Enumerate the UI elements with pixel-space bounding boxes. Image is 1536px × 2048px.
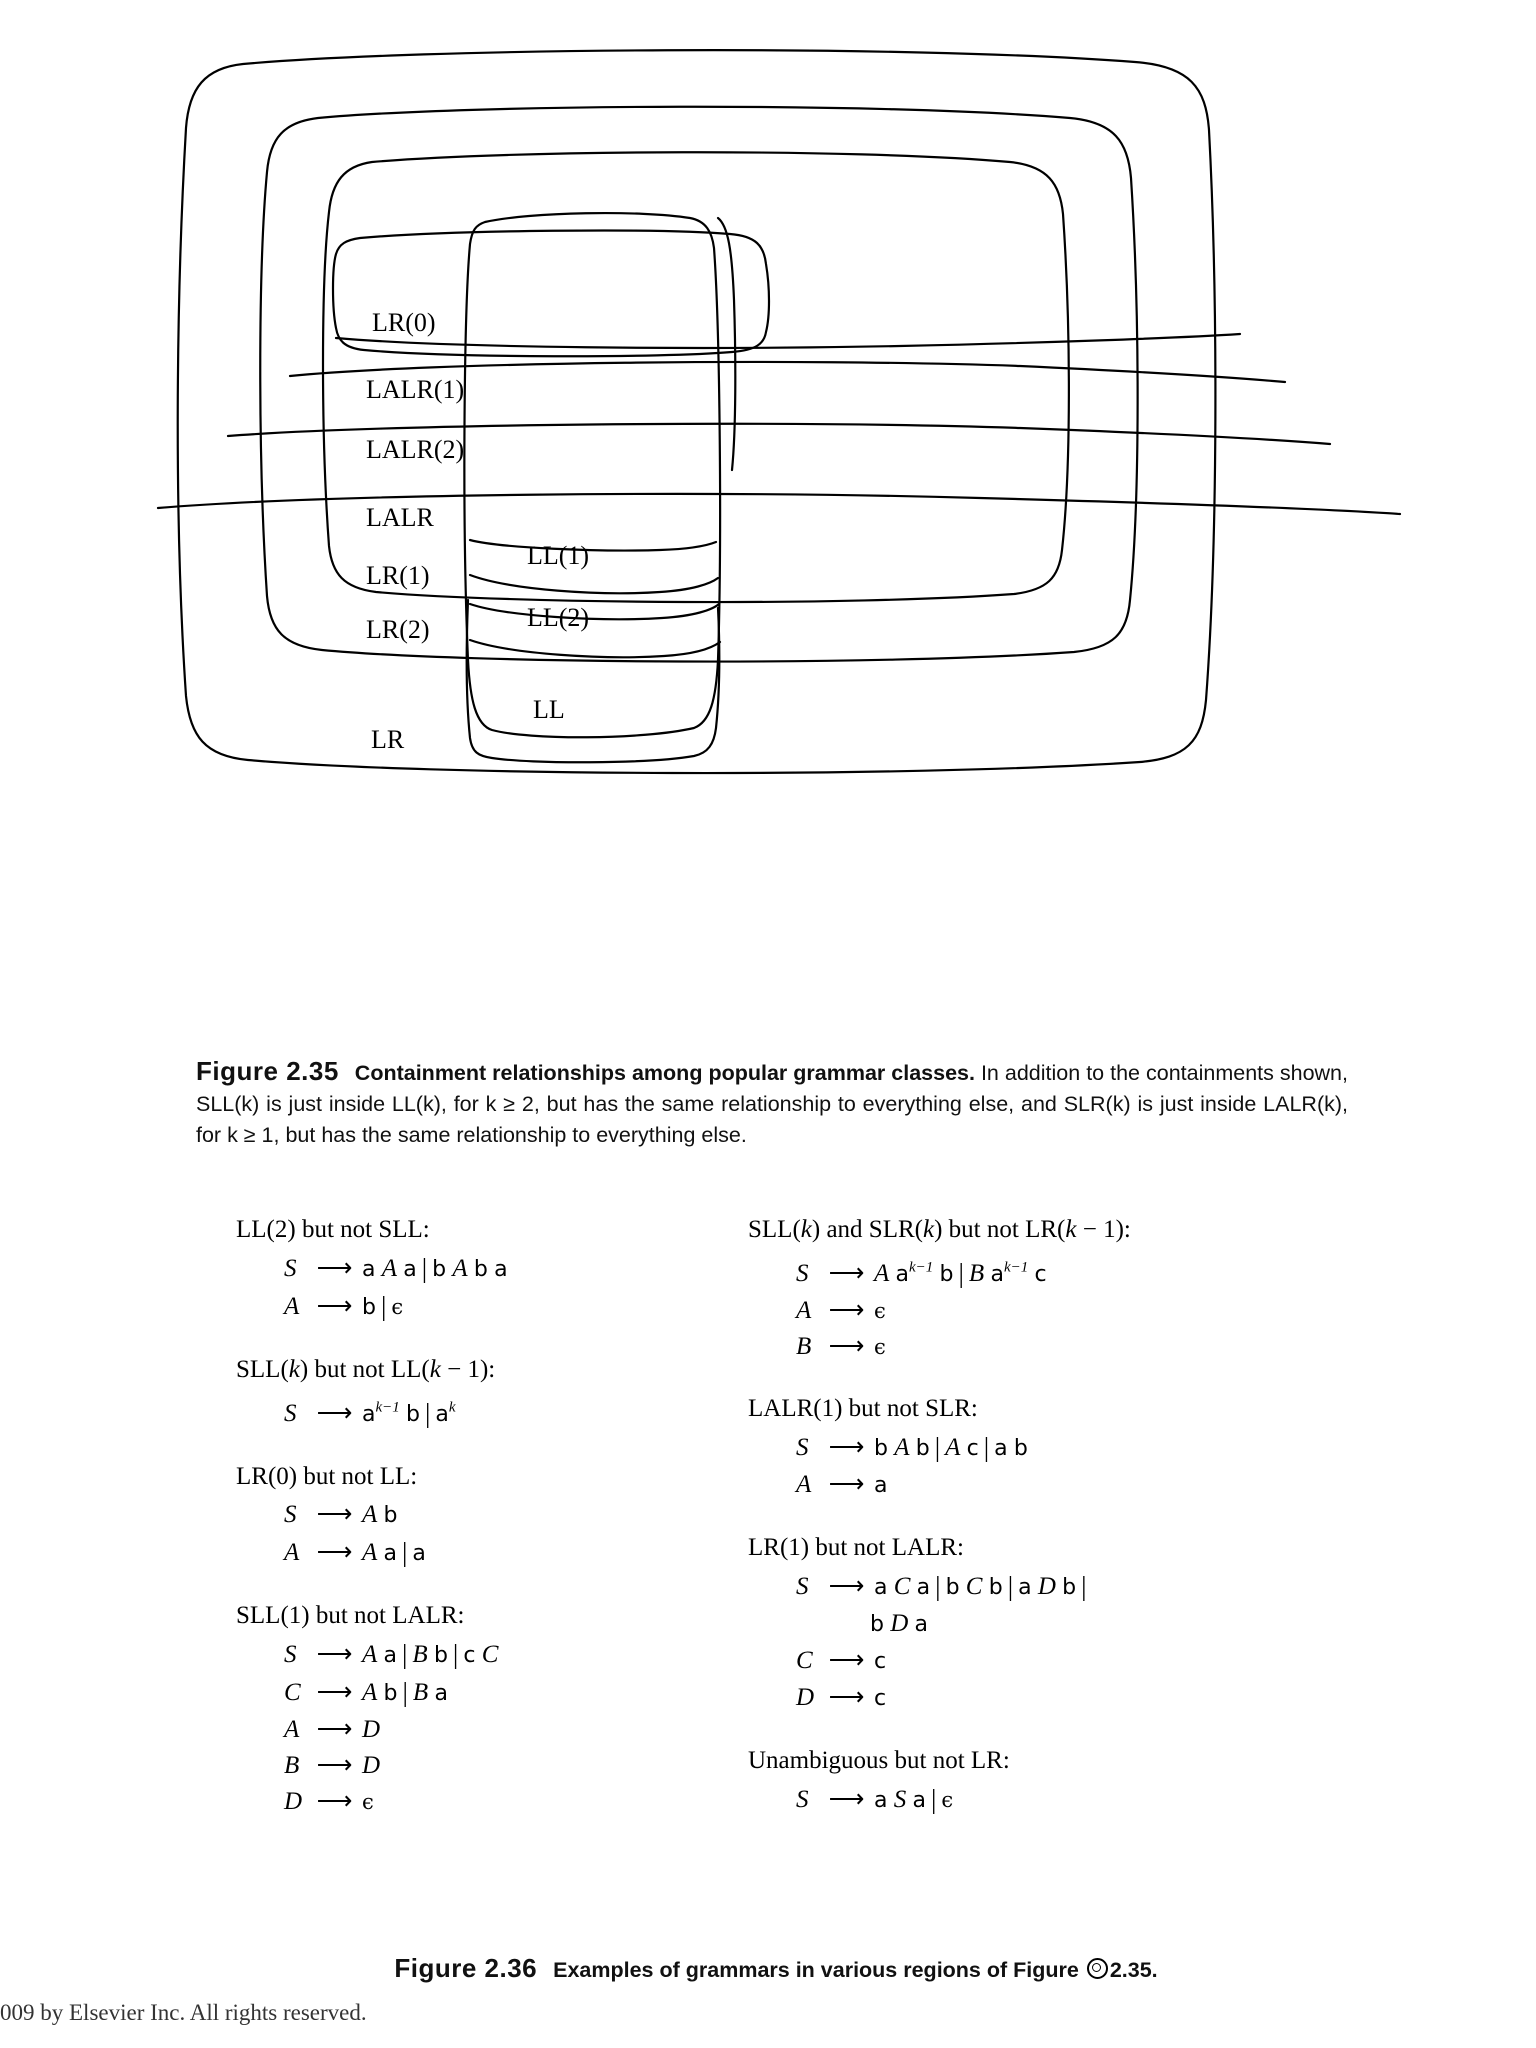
venn-label-lr1: LR(1) [366, 561, 430, 590]
copyright-footer: 009 by Elsevier Inc. All rights reserved. [0, 2000, 367, 2025]
figure-2-35-number: Figure 2.35 [196, 1056, 339, 1086]
grammar-section-title: LL(2) but not SLL: [236, 1216, 430, 1243]
figure-2-35-caption-body: In addition to the containments shown, SLL(k) is just inside LL(k), for k ≥ 2, but has the same relationship to everything else, and SLR(k) is just inside LALR(k), for k ≥ 1, but has the same relationship to everything else. [196, 1061, 1348, 1147]
grammar-section-lalr1-not-slr [748, 1391, 1368, 1504]
region-outline-ll2 [470, 604, 719, 619]
region-outline-lr [178, 50, 1216, 773]
grammar-rule: D ⟶ ϵ [284, 1788, 374, 1816]
grammar-section-title: Unambiguous but not LR: [748, 1747, 1010, 1775]
grammar-rule-continuation: b D a [870, 1610, 929, 1638]
grammar-rule: D ⟶ c [796, 1684, 887, 1712]
grammar-column-right [748, 1212, 1368, 1845]
grammar-rule-list [748, 1250, 1368, 1365]
grammar-rule: C ⟶ A b | B a [284, 1677, 448, 1708]
grammar-section-sllk-slrk-not-lrk1 [748, 1212, 1368, 1365]
grammar-rule: A ⟶ D [284, 1716, 381, 1744]
venn-label-lalr1: LALR(1) [366, 375, 465, 404]
grammar-section-sll1-not-lalr [236, 1598, 706, 1820]
venn-label-lr: LR [371, 725, 405, 754]
grammar-section-title: SLL(k) but not LL(k − 1): [236, 1356, 496, 1383]
region-outline-ll1 [470, 540, 716, 551]
figure-2-36-number: Figure 2.36 [394, 1953, 538, 1983]
grammar-rule: S ⟶ A $a^{k-1}$ b | B $a^{k-1}$ c [796, 1258, 1047, 1289]
venn-label-lalr2: LALR(2) [366, 435, 465, 464]
figure-2-36-caption-lead-prefix: Examples of grammars in various regions of Figure [553, 1958, 1085, 1982]
grammar-section-title: LALR(1) but not SLR: [748, 1395, 978, 1423]
grammar-section-sllk-not-llk1 [236, 1352, 706, 1433]
grammar-section-ll2-not-sll [236, 1212, 706, 1326]
region-outline-lr0 [333, 231, 769, 357]
region-outline-ll2-bottom [470, 640, 720, 657]
grammar-section-title: LR(0) but not LL: [236, 1463, 418, 1491]
grammar-rule: A ⟶ b | ϵ [284, 1291, 404, 1321]
venn-label-ll: LL [533, 695, 565, 724]
grammar-rule: C ⟶ c [796, 1647, 887, 1675]
venn-label-lr2: LR(2) [366, 615, 430, 644]
region-outline-lr0-bottom [336, 334, 1240, 348]
grammar-rule: S ⟶ a A a | b A b a [284, 1253, 508, 1283]
venn-label-lr0: LR(0) [372, 308, 436, 337]
grammar-section-lr1-not-lalr [748, 1530, 1368, 1717]
grammar-rule-list [236, 1250, 706, 1326]
grammar-section-title: SLL(k) and SLR(k) but not LR(k − 1): [748, 1216, 1131, 1243]
grammar-rule-list [236, 1497, 706, 1572]
grammar-rule: A ⟶ ϵ [796, 1297, 886, 1325]
disc-icon [1087, 1958, 1108, 1979]
grammar-rule-list [236, 1636, 706, 1820]
grammar-rule: S ⟶ a C a | b C b | a D b | [796, 1571, 1087, 1602]
figure-2-36-caption-lead-suffix: 2.35. [1109, 1958, 1158, 1982]
grammar-column-left [236, 1212, 706, 1846]
grammar-rule-list [748, 1429, 1368, 1504]
grammar-rule: B ⟶ D [284, 1752, 381, 1780]
grammar-rule: S ⟶ A b [284, 1501, 398, 1529]
venn-labels [366, 308, 589, 754]
grammar-section-title: LR(1) but not LALR: [748, 1534, 964, 1562]
grammar-rule: S ⟶ A a | B b | c C [284, 1639, 499, 1670]
figure-2-36-caption [196, 1953, 1356, 1986]
venn-label-lalr: LALR [366, 503, 434, 532]
grammar-rule: S ⟶ $a^{k-1}$ b | $a^k$ [284, 1398, 456, 1429]
grammar-examples [0, 1212, 1536, 1932]
figure-2-35-caption-lead: Containment relationships among popular grammar classes. [354, 1061, 975, 1085]
grammar-rule-list [236, 1390, 706, 1433]
grammar-rule: S ⟶ a S a | ϵ [796, 1784, 954, 1815]
venn-label-ll2: LL(2) [527, 603, 590, 632]
grammar-section-lr0-not-ll [236, 1459, 706, 1572]
venn-label-ll1: LL(1) [527, 541, 590, 570]
grammar-rule-list [748, 1781, 1368, 1819]
grammar-rule: A ⟶ a [796, 1471, 888, 1499]
grammar-section-unambiguous-not-lr [748, 1743, 1368, 1819]
grammar-rule-list [748, 1568, 1368, 1717]
grammar-rule: S ⟶ b A b | A c | a b [796, 1432, 1028, 1463]
grammar-rule: A ⟶ A a | a [284, 1537, 426, 1568]
region-outline-ll1-bottom [470, 575, 718, 593]
figure-2-35-caption [196, 1056, 1348, 1151]
grammar-section-title: SLL(1) but not LALR: [236, 1602, 465, 1630]
grammar-rule: B ⟶ ϵ [796, 1333, 886, 1361]
